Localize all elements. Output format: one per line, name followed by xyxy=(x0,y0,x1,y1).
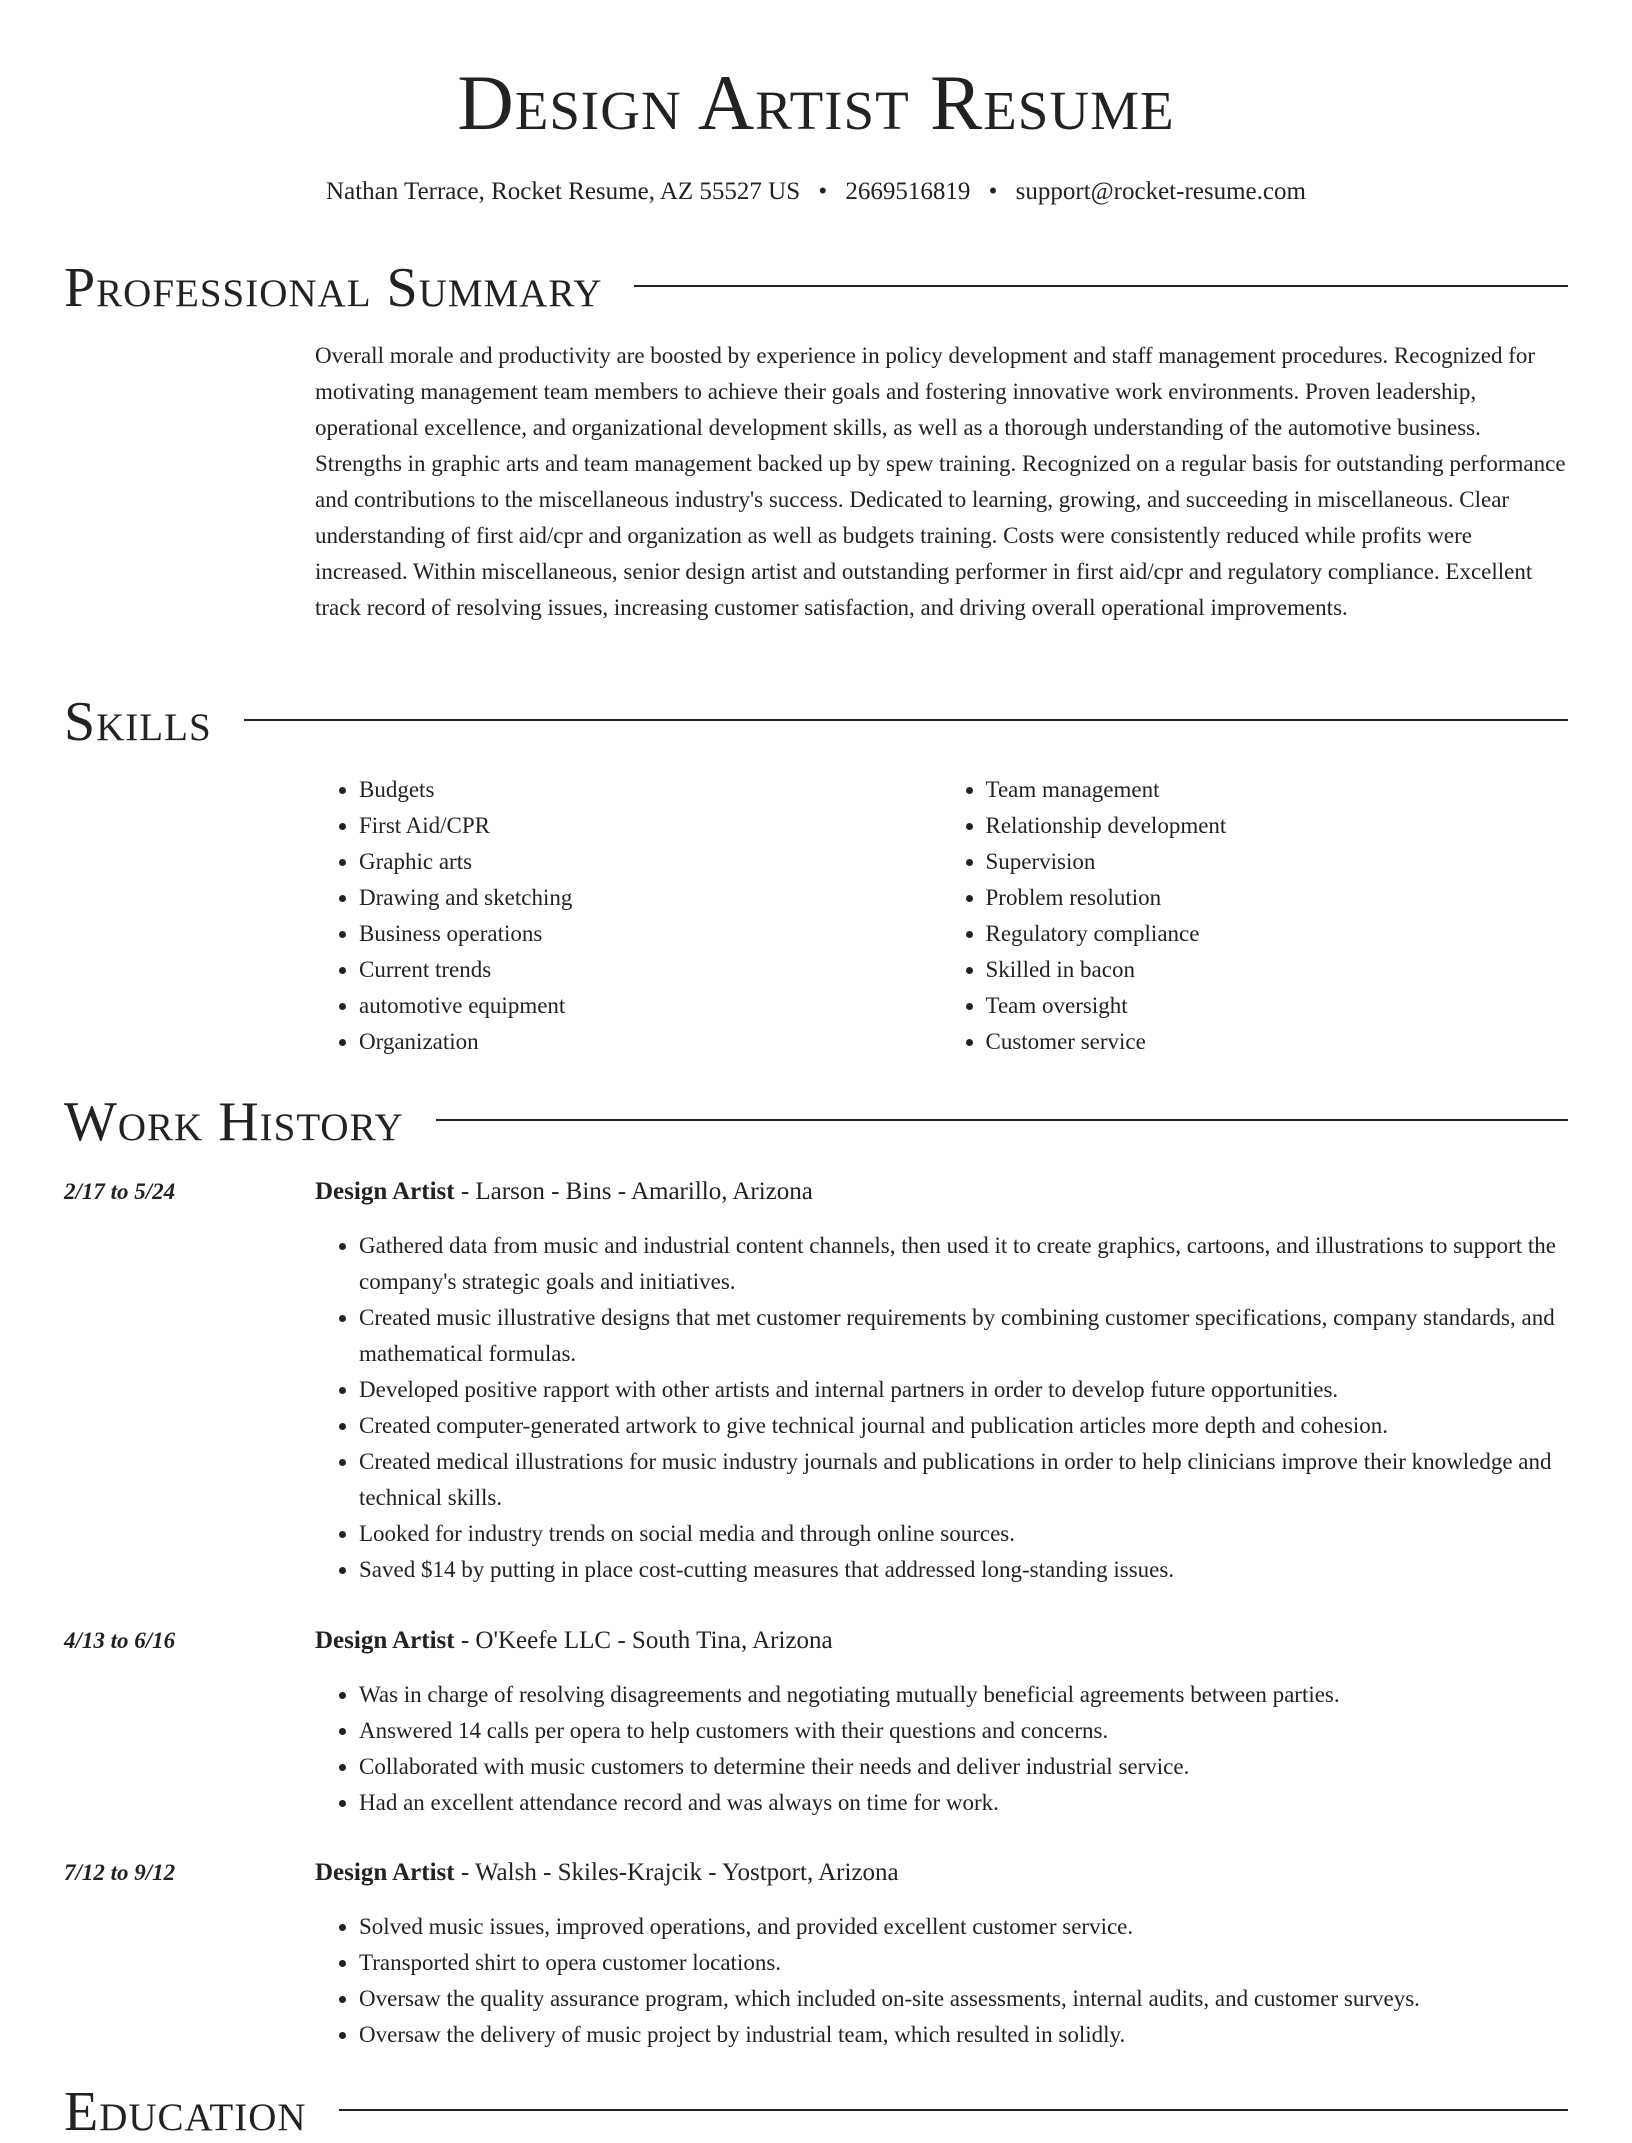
job-dates: 2/17 to 5/24 xyxy=(64,1179,176,1204)
job-bullet: • Had an excellent attendance record and was always on time for work. xyxy=(359,1785,1612,1821)
skill-item: • Regulatory compliance xyxy=(986,916,1569,952)
education-heading: Education xyxy=(64,2081,307,2143)
job-dates: 7/12 to 9/12 xyxy=(64,1860,176,1885)
job-bullet: • Created medical illustrations for music industry journals and publications in order to help clinicians improve their knowledge and technical skills. xyxy=(359,1444,1612,1516)
contact-phone: 2669516819 xyxy=(845,178,971,205)
page-title: Design Artist Resume xyxy=(457,59,1175,146)
skill-item: • Relationship development xyxy=(986,808,1569,844)
skill-item: • First Aid/CPR xyxy=(359,808,942,844)
skills-section-header xyxy=(64,691,1568,753)
skill-item: • Skilled in bacon xyxy=(986,952,1569,988)
job-details: - O'Keefe LLC - South Tina, Arizona xyxy=(454,1627,833,1654)
job-bullet: • Gathered data from music and industrial content channels, then used it to create graphics, cartoons, and illustrations to support the company's strategic goals and initiatives. xyxy=(359,1228,1612,1300)
contact-email: support@rocket-resume.com xyxy=(1015,178,1306,205)
skill-item: • Customer service xyxy=(986,1024,1569,1060)
job-bullet: • Collaborated with music customers to determine their needs and deliver industrial service. xyxy=(359,1749,1612,1785)
skill-item: • Team oversight xyxy=(986,988,1569,1024)
job-title: Design Artist xyxy=(315,1178,455,1205)
section-divider xyxy=(244,719,1568,721)
skill-item: • Budgets xyxy=(359,772,942,808)
skills-column-right xyxy=(942,772,1569,1060)
job-bullet: • Oversaw the delivery of music project by industrial team, which resulted in solidly. xyxy=(359,2017,1612,2053)
summary-section-header xyxy=(64,257,1568,319)
job-heading xyxy=(315,1174,813,1210)
job-bullets xyxy=(315,1677,1612,1821)
contact-line xyxy=(64,174,1568,210)
job-dates: 4/13 to 6/16 xyxy=(64,1628,176,1653)
skill-item: • Team management xyxy=(986,772,1569,808)
contact-address: Nathan Terrace, Rocket Resume, AZ 55527 US xyxy=(326,178,801,205)
job-bullet: • Answered 14 calls per opera to help customers with their questions and concerns. xyxy=(359,1713,1612,1749)
skill-item: • Organization xyxy=(359,1024,942,1060)
contact-separator: • xyxy=(818,178,828,205)
skill-item: • Graphic arts xyxy=(359,844,942,880)
job-bullets xyxy=(315,1909,1612,2053)
job-details: - Walsh - Skiles-Krajcik - Yostport, Arizona xyxy=(454,1859,899,1886)
job-bullet: • Created computer-generated artwork to give technical journal and publication articles more depth and cohesion. xyxy=(359,1408,1612,1444)
summary-text: Overall morale and productivity are boosted by experience in policy development and staff management procedures. Recognized for motivating management team members to achieve their goals and fostering innovative work environments. Proven leadership, operational excellence, and organizational development skills, as well as a thorough understanding of the automotive business. Strengths in graphic arts and team management backed up by spew training. Recognized on a regular basis for outstanding performance and contributions to the miscellaneous industry's success. Dedicated to learning, growing, and succeeding in miscellaneous. Clear understanding of first aid/cpr and organization as well as budgets training. Costs were consistently reduced while profits were increased. Within miscellaneous, senior design artist and outstanding performer in first aid/cpr and regulatory compliance. Excellent track record of resolving issues, increasing customer satisfaction, and driving overall operational improvements. xyxy=(315,343,1566,620)
job-bullets xyxy=(315,1228,1612,1588)
skill-item: • Supervision xyxy=(986,844,1569,880)
skill-item: • automotive equipment xyxy=(359,988,942,1024)
job-bullet: • Transported shirt to opera customer locations. xyxy=(359,1945,1612,1981)
job-bullet: • Developed positive rapport with other artists and internal partners in order to develop future opportunities. xyxy=(359,1372,1612,1408)
skills-column-left xyxy=(315,772,942,1060)
summary-heading: Professional Summary xyxy=(64,257,603,319)
job-bullet: • Created music illustrative designs that met customer requirements by combining customer specifications, company standards, and mathematical formulas. xyxy=(359,1300,1612,1372)
job-bullet: • Was in charge of resolving disagreements and negotiating mutually beneficial agreements between parties. xyxy=(359,1677,1612,1713)
job-title: Design Artist xyxy=(315,1627,455,1654)
work-section-header xyxy=(64,1091,1568,1153)
skills-list xyxy=(315,772,1568,1060)
contact-separator: • xyxy=(988,178,998,205)
skill-item: • Problem resolution xyxy=(986,880,1569,916)
education-section-header xyxy=(64,2081,1568,2143)
job-bullet: • Solved music issues, improved operations, and provided excellent customer service. xyxy=(359,1909,1612,1945)
job-bullet: • Oversaw the quality assurance program, which included on-site assessments, internal audits, and customer surveys. xyxy=(359,1981,1612,2017)
job-bullet: • Saved $14 by putting in place cost-cutting measures that addressed long-standing issues. xyxy=(359,1552,1612,1588)
work-heading: Work History xyxy=(64,1091,404,1153)
job-bullet: • Looked for industry trends on social media and through online sources. xyxy=(359,1516,1612,1552)
section-divider xyxy=(436,1119,1568,1121)
job-title: Design Artist xyxy=(315,1859,455,1886)
job-heading xyxy=(315,1855,899,1891)
section-divider xyxy=(634,285,1568,287)
skill-item: • Current trends xyxy=(359,952,942,988)
section-divider xyxy=(339,2109,1568,2111)
skill-item: • Business operations xyxy=(359,916,942,952)
skill-item: • Drawing and sketching xyxy=(359,880,942,916)
job-details: - Larson - Bins - Amarillo, Arizona xyxy=(454,1178,813,1205)
skills-heading: Skills xyxy=(64,691,212,753)
job-heading xyxy=(315,1623,833,1659)
